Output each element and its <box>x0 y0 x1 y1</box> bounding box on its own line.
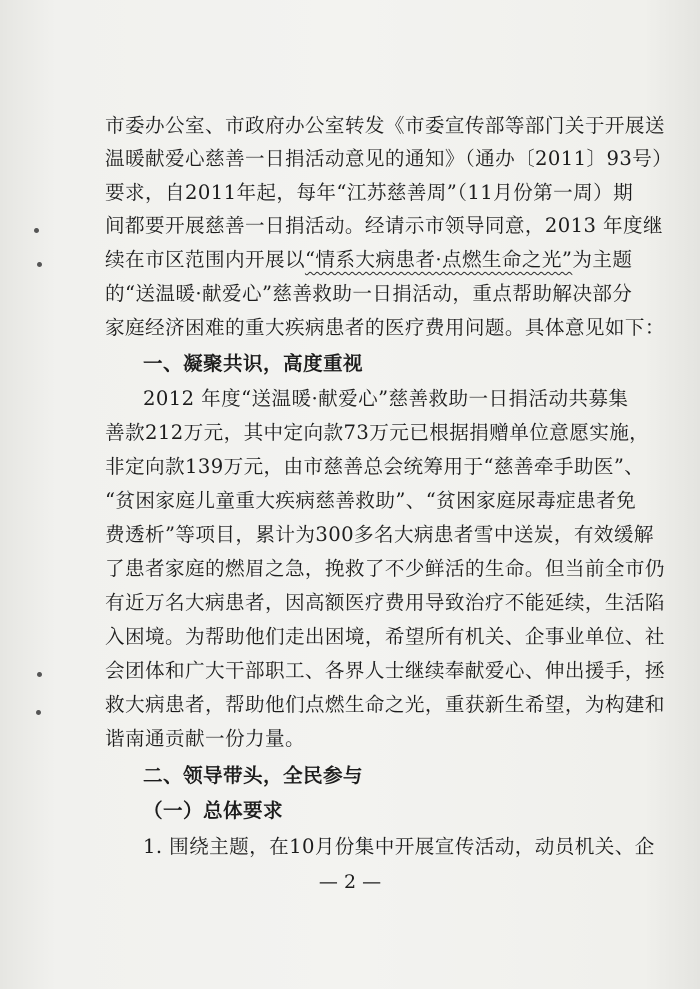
body-line: 非定向款139万元，由市慈善总会统筹用于“慈善牵手助医”、 <box>105 455 645 478</box>
body-line: 间都要开展慈善一日捐活动。经请示市领导同意，2013 年度继 <box>105 214 663 237</box>
page-number: — 2 — <box>318 871 382 893</box>
theme-slogan: “情系大病患者·点燃生命之光” <box>304 248 573 271</box>
subsection-heading: （一）总体要求 <box>143 799 283 822</box>
binding-hole-mark <box>36 710 41 715</box>
body-text: 续在市区范围内开展以 <box>105 248 305 271</box>
body-line: 费透析”等项目，累计为300多名大病患者雪中送炭，有效缓解 <box>105 523 654 546</box>
body-line-with-theme <box>105 246 633 274</box>
binding-hole-mark <box>37 262 42 267</box>
body-line: 了患者家庭的燃眉之急，挽救了不少鲜活的生命。但当前全市仍 <box>105 557 665 580</box>
body-line: 会团体和广大干部职工、各界人士继续奉献爱心、伸出援手，拯 <box>105 659 665 682</box>
section-heading: 一、凝聚共识，高度重视 <box>143 352 363 375</box>
body-line: 的“送温暖·献爱心”慈善救助一日捐活动，重点帮助解决部分 <box>105 282 633 305</box>
body-line: 善款212万元，其中定向款73万元已根据捐赠单位意愿实施， <box>105 421 650 444</box>
body-line: 家庭经济困难的重大疾病患者的医疗费用问题。具体意见如下： <box>105 316 665 339</box>
body-line: 温暖献爱心慈善一日捐活动意见的通知》（通办〔2011〕93号） <box>105 147 673 170</box>
body-line: 要求，自2011年起，每年“江苏慈善周”（11月份第一周）期 <box>105 181 634 204</box>
body-line: 谐南通贡献一份力量。 <box>105 727 305 750</box>
binding-hole-mark <box>34 228 39 233</box>
binding-hole-mark <box>37 672 42 677</box>
body-text: 为主题 <box>572 248 633 271</box>
section-heading: 二、领导带头，全民参与 <box>143 764 363 787</box>
body-line: 2012 年度“送温暖·献爱心”慈善救助一日捐活动共募集 <box>143 387 629 410</box>
body-line: 市委办公室、市政府办公室转发《市委宣传部等部门关于开展送 <box>105 114 665 137</box>
body-line: “贫困家庭儿童重大疾病慈善救助”、“贫困家庭尿毒症患者免 <box>105 489 637 512</box>
body-line: 救大病患者，帮助他们点燃生命之光，重获新生希望，为构建和 <box>105 693 665 716</box>
list-item: 1. 围绕主题，在10月份集中开展宣传活动，动员机关、企 <box>143 835 655 858</box>
body-line: 有近万名大病患者，因高额医疗费用导致治疗不能延续，生活陷 <box>105 591 665 614</box>
body-line: 入困境。为帮助他们走出困境，希望所有机关、企事业单位、社 <box>105 625 665 648</box>
